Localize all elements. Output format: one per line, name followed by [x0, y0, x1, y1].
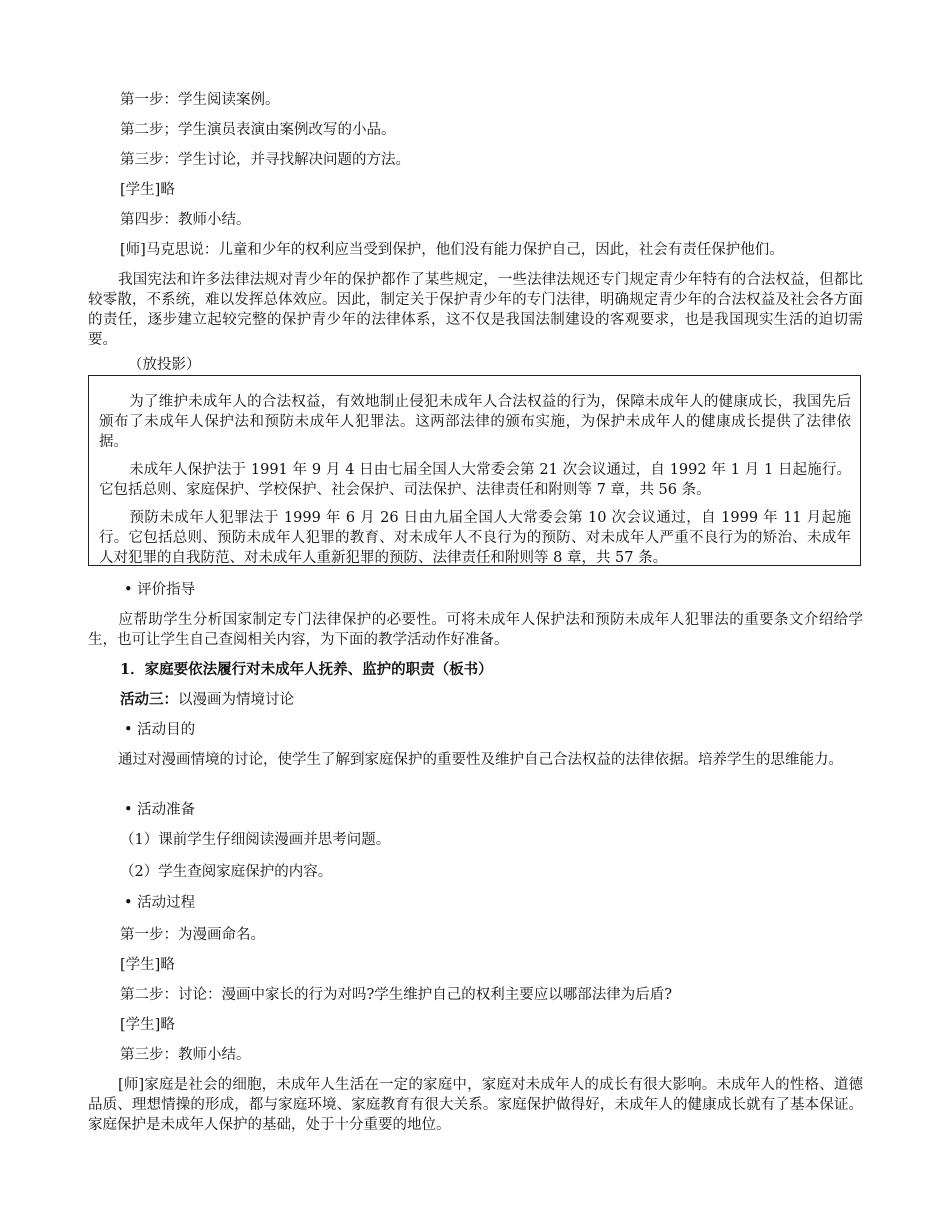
evaluation-guide-heading: • 评价指导: [124, 582, 196, 598]
activity-process-heading: • 活动过程: [124, 895, 196, 911]
box-paragraph-crime-prevention-law: 预防未成年人犯罪法于 1999 年 6 月 26 日由九届全国人大常委会第 10 次会议通过，自 1999 年 11 月起施行。它包括总则、预防未成年人犯罪的教育、对未成年人不良行为的预防、对未成年人严重不良行为的矫治、未成年人对犯罪的自我防范、对未成年人重新犯罪的预防、法律责任和附则等 8 章，共 57 条。: [99, 510, 851, 566]
teacher-marx-quote: [师]马克思说：儿童和少年的权利应当受到保护，他们没有能力保护自己，因此，社会有责任保护他们。: [120, 242, 784, 258]
board-heading: 1．家庭要依法履行对未成年人抚养、监护的职责（板书）: [120, 661, 493, 678]
process-step-3: 第三步：教师小结。: [120, 1047, 251, 1063]
activity-title: 以漫画为情境讨论: [178, 692, 294, 708]
process-step-2: 第二步：讨论：漫画中家长的行为对吗?学生维护自己的权利主要应以哪部法律为后盾?: [120, 987, 673, 1003]
legal-protection-paragraph: 我国宪法和许多法律法规对青少年的保护都作了某些规定，一些法律法规还专门规定青少年特有的合法权益，但都比较零散，不系统，难以发挥总体效应。因此，制定关于保护青少年的专门法律，明确规定青少年的合法权益及社会各方面的责任，逐步建立起较完整的保护青少年的法律体系，这不仅是我国法制建设的客观要求，也是我国现实生活的迫切需要。: [88, 272, 863, 348]
process-step-1: 第一步：为漫画命名。: [120, 927, 265, 943]
prep-item-1: （1）课前学生仔细阅读漫画并思考问题。: [120, 832, 391, 848]
step-three-line: 第三步：学生讨论，并寻找解决问题的方法。: [120, 152, 410, 168]
step-two-line: 第二步；学生演员表演由案例改写的小品。: [120, 122, 396, 138]
activity-label: 活动三：: [120, 691, 178, 708]
activity-prep-heading: • 活动准备: [124, 802, 196, 818]
student-omitted-line: [学生]略: [120, 182, 175, 198]
projection-label: （放投影）: [128, 357, 201, 373]
step-four-line: 第四步：教师小结。: [120, 212, 251, 228]
step-one-line: 第一步：学生阅读案例。: [120, 92, 280, 108]
activity-goal-text: 通过对漫画情境的讨论，使学生了解到家庭保护的重要性及维护自己合法权益的法律依据。培养学生的思维能力。: [118, 752, 843, 768]
evaluation-guide-text: 应帮助学生分析国家制定专门法律保护的必要性。可将未成年人保护法和预防未成年人犯罪法的重要条文介绍给学生，也可让学生自己查阅相关内容，为下面的教学活动作好准备。: [88, 612, 863, 648]
prep-item-2: （2）学生查阅家庭保护的内容。: [120, 864, 333, 880]
projection-box: [88, 375, 861, 566]
box-paragraph-protection-law: 未成年人保护法于 1991 年 9 月 4 日由七届全国人大常委会第 21 次会议通过，自 1992 年 1 月 1 日起施行。它包括总则、家庭保护、学校保护、社会保护、司法保护、法律责任和附则等 7 章，共 56 条。: [99, 462, 851, 498]
process-student-1: [学生]略: [120, 957, 175, 973]
box-paragraph-laws-overview: 为了维护未成年人的合法权益，有效地制止侵犯未成年人合法权益的行为，保障未成年人的健康成长，我国先后颁布了未成年人保护法和预防未成年人犯罪法。这两部法律的颁布实施，为保护未成年人的健康成长提供了法律依据。: [99, 394, 851, 450]
teacher-summary-paragraph: [师]家庭是社会的细胞，未成年人生活在一定的家庭中，家庭对未成年人的成长有很大影响。未成年人的性格、道德品质、理想情操的形成，都与家庭环境、家庭教育有很大关系。家庭保护做得好，未成年人的健康成长就有了基本保证。家庭保护是未成年人保护的基础，处于十分重要的地位。: [88, 1077, 863, 1133]
activity-three-line: [120, 690, 294, 710]
activity-goal-heading: • 活动目的: [124, 722, 196, 738]
process-student-2: [学生]略: [120, 1017, 175, 1033]
